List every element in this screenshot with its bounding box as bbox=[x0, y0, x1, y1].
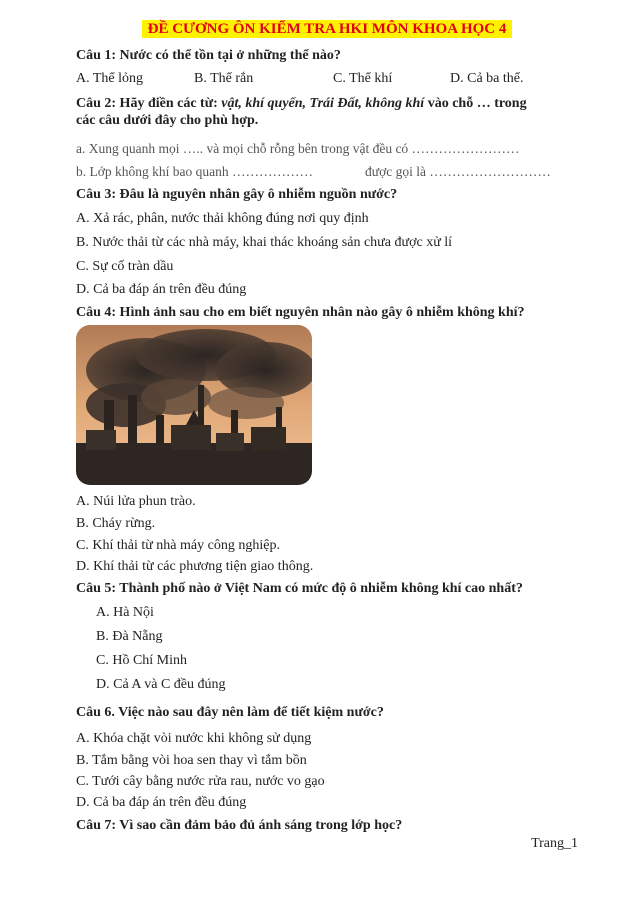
q2-prefix: Câu 2: Hãy điền các từ: bbox=[76, 96, 222, 111]
question-2 bbox=[76, 95, 527, 113]
q2-item-b-part2: được gọi là ……………………… bbox=[365, 164, 551, 179]
question-2-line2: các câu dưới đây cho phù hợp. bbox=[76, 113, 259, 128]
q5-option-b: B. Đà Nẵng bbox=[96, 629, 163, 644]
q1-option-a: A. Thể lỏng bbox=[76, 71, 144, 86]
q6-option-b: B. Tắm bằng vòi hoa sen thay vì tắm bồn bbox=[76, 753, 307, 768]
q3-option-c: C. Sự cố tràn dầu bbox=[76, 259, 174, 274]
q4-option-d: D. Khí thải từ các phương tiện giao thông. bbox=[76, 559, 314, 574]
q3-option-a: A. Xả rác, phân, nước thải không đúng nơi quy định bbox=[76, 211, 369, 226]
q1-option-c: C. Thể khí bbox=[333, 71, 393, 86]
q4-option-a: A. Núi lửa phun trào. bbox=[76, 494, 196, 509]
q3-option-d: D. Cả ba đáp án trên đều đúng bbox=[76, 282, 247, 297]
q2-item-b-part1: b. Lớp không khí bao quanh ……………… bbox=[76, 164, 313, 179]
factory-smoke-photo bbox=[76, 325, 312, 485]
question-6 bbox=[76, 704, 384, 722]
document-title: ĐỀ CƯƠNG ÔN KIỂM TRA HKI MÔN KHOA HỌC 4 bbox=[142, 20, 512, 38]
q6-option-c: C. Tưới cây bằng nước rửa rau, nước vo gạo bbox=[76, 774, 325, 789]
question-4: Câu 4: Hình ảnh sau cho em biết nguyên nhân nào gây ô nhiễm không khí? bbox=[76, 305, 525, 320]
q6-text: . Việc nào sau đây nên làm để tiết kiệm nước? bbox=[111, 705, 384, 720]
q1-option-d: D. Cả ba thể. bbox=[450, 71, 524, 86]
q1-option-b: B. Thể rắn bbox=[194, 71, 254, 86]
q5-option-c: C. Hồ Chí Minh bbox=[96, 653, 188, 668]
q2-item-a: a. Xung quanh mọi ….. và mọi chỗ rỗng bên trong vật đều có …………………… bbox=[76, 141, 520, 156]
q2-words: vật, khí quyển, Trái Đất, không khí bbox=[221, 96, 425, 111]
question-3: Câu 3: Đâu là nguyên nhân gây ô nhiễm nguồn nước? bbox=[76, 187, 398, 202]
q6-label: Câu 6 bbox=[76, 705, 112, 720]
q3-option-b: B. Nước thải từ các nhà máy, khai thác khoáng sản chưa được xử lí bbox=[76, 235, 453, 250]
q5-option-a: A. Hà Nội bbox=[96, 605, 154, 620]
q5-option-d: D. Cả A và C đều đúng bbox=[96, 677, 226, 692]
page-number: Trang_1 bbox=[531, 836, 578, 851]
q4-option-c: C. Khí thải từ nhà máy công nghiệp. bbox=[76, 538, 280, 553]
q4-option-b: B. Cháy rừng. bbox=[76, 516, 156, 531]
question-1: Câu 1: Nước có thể tồn tại ở những thể nào? bbox=[76, 48, 341, 63]
q2-suffix: vào chỗ … trong bbox=[424, 96, 527, 111]
q6-option-d: D. Cả ba đáp án trên đều đúng bbox=[76, 795, 247, 810]
question-7: Câu 7: Vì sao cần đảm bảo đủ ánh sáng trong lớp học? bbox=[76, 818, 403, 833]
question-5: Câu 5: Thành phố nào ở Việt Nam có mức độ ô nhiễm không khí cao nhất? bbox=[76, 581, 523, 596]
q6-option-a: A. Khóa chặt vòi nước khi không sử dụng bbox=[76, 731, 312, 746]
